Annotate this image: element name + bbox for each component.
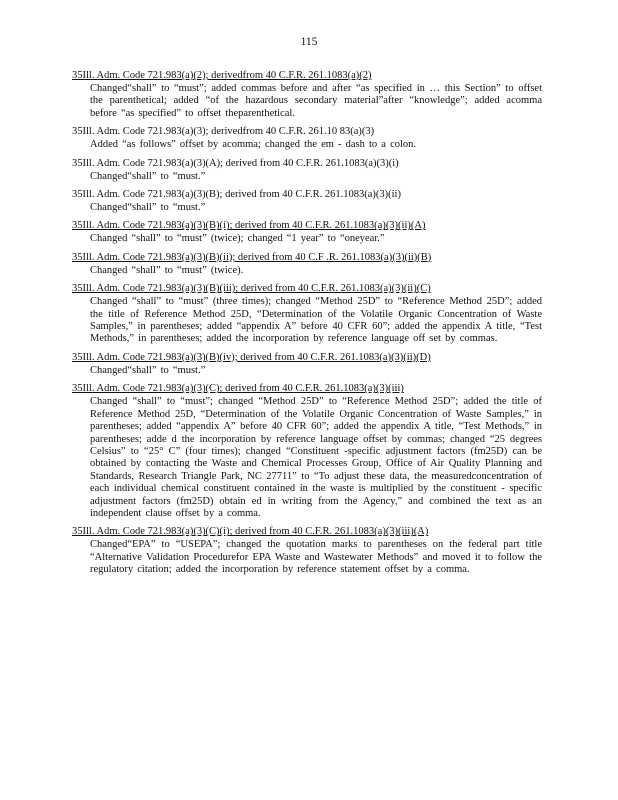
entry-heading: 35Ill. Adm. Code 721.983(a)(3)(B)(iv); derived from 40 C.F.R. 261.1083(a)(3)(ii)(D) xyxy=(72,351,431,363)
page-number: 115 xyxy=(300,36,318,48)
entry xyxy=(72,220,542,245)
entry xyxy=(72,70,542,120)
entry-heading: 35Ill. Adm. Code 721.983(a)(3)(C)(i); derived from 40 C.F.R. 261.1083(a)(3)(iii)(A) xyxy=(72,526,429,538)
entry xyxy=(72,352,542,377)
entry-body: Changed“shall” to “must”; added commas before and after “as specified in … this Section” to offset the parenthetical; added “of the hazardous secondary material”after “knowledge”; added acomma before “as specified” to offset theparenthetical. xyxy=(90,83,542,119)
entry-heading: 35Ill. Adm. Code 721.983(a)(3)(B); derived from 40 C.F.R. 261.1083(a)(3)(ii) xyxy=(72,189,401,201)
entry xyxy=(72,126,542,151)
entry-body: Changed“EPA” to “USEPA”; changed the quotation marks to parentheses on the federal part title “Alternative Validation Procedurefor EPA Waste and Wastewater Methods” and moved it to follow the regulatory citation; added the incorporation by reference statement offset by a comma. xyxy=(90,539,542,576)
entry-heading: 35Ill. Adm. Code 721.983(a)(3)(C); derived from 40 C.F.R. 261.1083(a)(3)(iii) xyxy=(72,383,404,395)
entry-body: Changed “shall” to “must” (twice). xyxy=(90,264,244,276)
entry-heading: 35Ill. Adm. Code 721.983(a)(3)(B)(iii); derived from 40 C.F.R. 261.1083(a)(3)(ii)(C) xyxy=(72,283,431,295)
entry xyxy=(72,526,542,576)
entry-body: Changed “shall” to “must”; changed “Method 25D” to “Reference Method 25D”; added the title of Reference Method 25D, “Determination of the Volatile Organic Concentration of Waste Samples,” in parentheses; added “appendix A” before 40 CFR 60”; added the appendix A title, “Test Methods,” in parentheses; adde d the incorporation by reference language offset by commas; changed “25 degrees Celsius” to “25° C” (four times); changed “Constituent -specific adjustment factors (fm25D) can be obtained by contacting the Waste and Chemical Processes Group, Office of Air Quality Planning and Standards, Research Triangle Park, NC 27711” to “To adjust these data, the measuredconcentration of each individual chemical constituent contained in the waste is multiplied by the constituent - specific adjustment factors (fm25D) obtain ed in writing from the Agency,” and combined the text as an independent clause offset by a comma. xyxy=(90,396,542,519)
entry-body: Changed“shall” to “must.” xyxy=(90,202,206,214)
page-content xyxy=(72,70,542,583)
entry xyxy=(72,283,542,346)
entry-heading: 35Ill. Adm. Code 721.983(a)(3)(B)(ii); derived from 40 C.F .R. 261.1083(a)(3)(ii)(B) xyxy=(72,251,432,263)
entry xyxy=(72,383,542,520)
entry xyxy=(72,189,542,214)
entry-body: Changed“shall” to “must.” xyxy=(90,364,206,376)
entry-heading: 35Ill. Adm. Code 721.983(a)(3); derivedfrom 40 C.F.R. 261.10 83(a)(3) xyxy=(72,126,375,138)
entry-heading: 35Ill. Adm. Code 721.983(a)(2); derivedfrom 40 C.F.R. 261.1083(a)(2) xyxy=(72,70,372,81)
entry-heading: 35Ill. Adm. Code 721.983(a)(3)(A); derived from 40 C.F.R. 261.1083(a)(3)(i) xyxy=(72,157,399,169)
entry-heading: 35Ill. Adm. Code 721.983(a)(3)(B)(i); derived from 40 C.F.R. 261.1083(a)(3)(ii)(A) xyxy=(72,220,426,232)
entry-body: Changed“shall” to “must.” xyxy=(90,170,206,182)
entry-body: Changed “shall” to “must” (three times); changed “Method 25D” to “Reference Method 25D”; added the title of Reference Method 25D, “Determination of the Volatile Organic Concentration of Waste Samples,” in parentheses; added “appendix A” before 40 CFR 60”; added the appendix A title, “Test Methods,” in parentheses; added the incorporation by reference language off set by commas. xyxy=(90,296,542,345)
entry xyxy=(72,252,542,277)
entry-body: Changed “shall” to “must” (twice); changed “1 year” to “oneyear.” xyxy=(90,233,385,245)
entry xyxy=(72,158,542,183)
entry-body: Added “as follows” offset by acomma; changed the em - dash to a colon. xyxy=(90,139,417,151)
